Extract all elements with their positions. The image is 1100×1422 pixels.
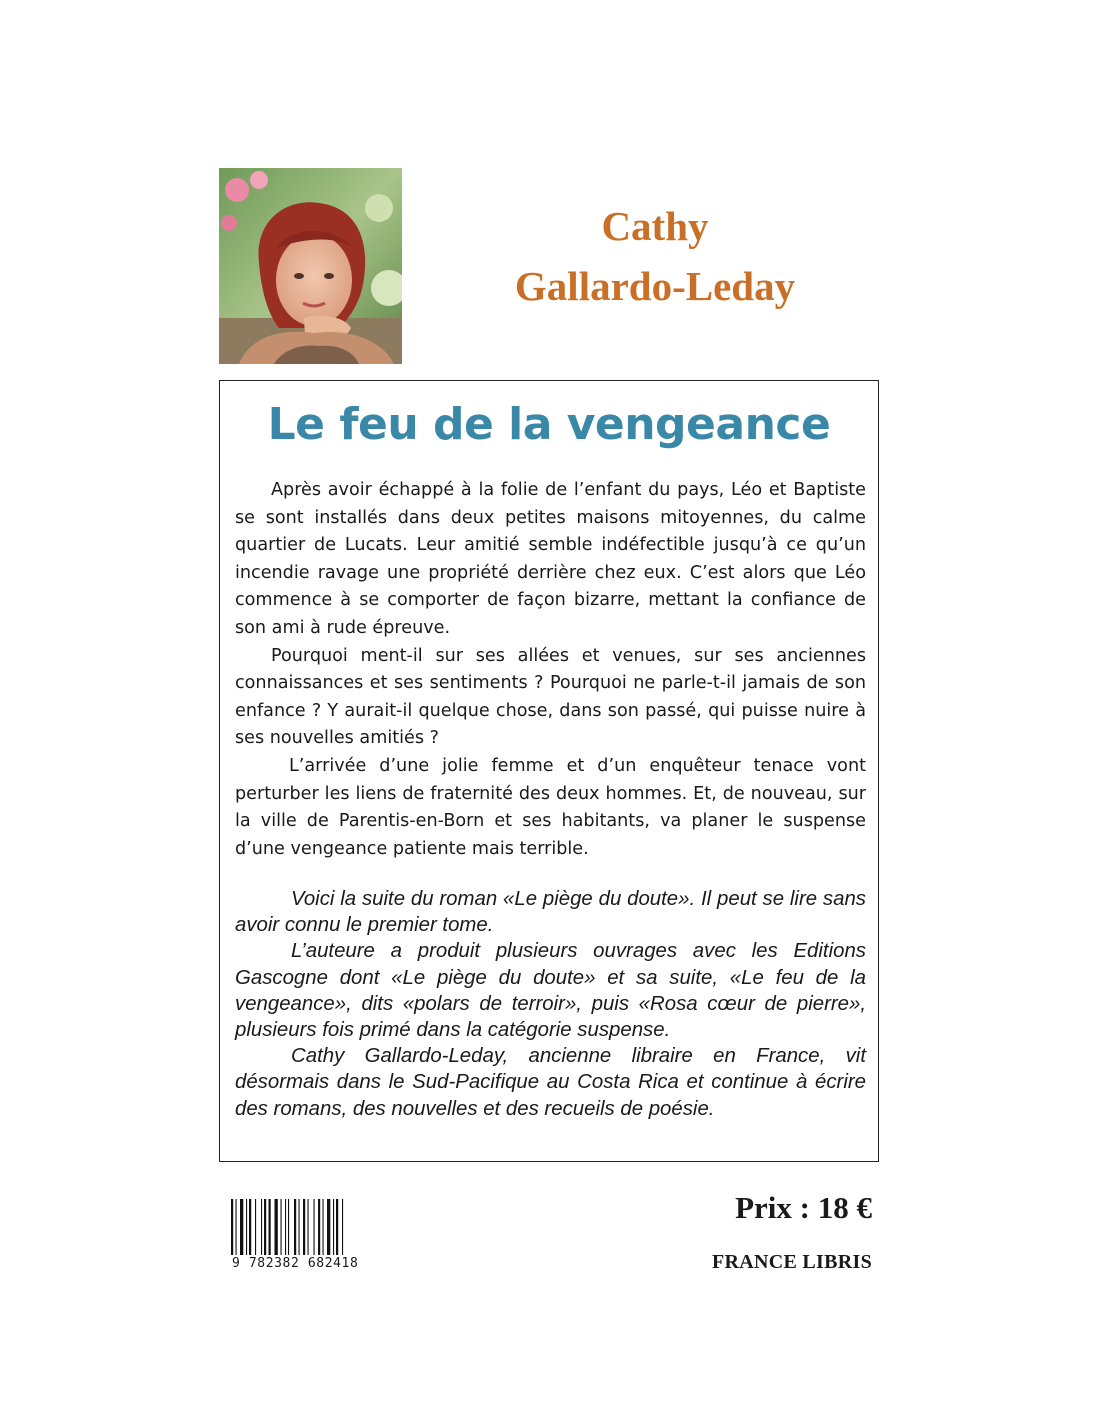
author-info	[235, 886, 866, 1122]
publisher: FRANCE LIBRIS	[711, 1251, 872, 1273]
synopsis-paragraph: L’arrivée d’une jolie femme et d’un enquêteur tenace vont perturber les liens de fraternité des deux hommes. Et, de nouveau, sur la ville de Parentis-en-Born et ses habitants, va planer le suspense d’une vengeance patiente mais terrible.	[235, 755, 866, 859]
author-name	[460, 196, 850, 316]
book-title: Le feu de la vengeance	[267, 399, 831, 450]
author-first-name: Cathy	[601, 203, 709, 249]
info-paragraph: Voici la suite du roman «Le piège du doute». Il peut se lire sans avoir connu le premier tome.	[235, 888, 866, 937]
info-paragraph: Cathy Gallardo-Leday, ancienne libraire en France, vit désormais dans le Sud-Pacifique au Costa Rica et continue à écrire des romans, des nouvelles et des recueils de poésie.	[235, 1045, 866, 1120]
isbn-number: 9 782382 682418	[232, 1256, 359, 1271]
blurb-box	[219, 380, 879, 1162]
synopsis-paragraph: Après avoir échappé à la folie de l’enfant du pays, Léo et Baptiste se sont installés dans deux petites maisons mitoyennes, du calme quartier de Lucats. Leur amitié semble indéfectible jusqu’à ce qu’un incendie ravage une propriété derrière chez eux. C’est alors que Léo commence à se comporter de façon bizarre, mettant la confiance de son ami à rude épreuve.	[235, 480, 866, 638]
author-photo	[219, 168, 402, 364]
info-paragraph: L’auteure a produit plusieurs ouvrages avec les Editions Gascogne dont «Le piège du doute» et sa suite, «Le feu de la vengeance», dits «polars de terroir», puis «Rosa cœur de pierre», plusieurs fois primé dans la catégorie suspense.	[235, 940, 866, 1042]
synopsis	[235, 477, 866, 863]
author-last-name: Gallardo-Leday	[514, 263, 796, 309]
price: Prix : 18 €	[735, 1190, 872, 1225]
barcode-bars	[229, 1199, 376, 1255]
synopsis-paragraph: Pourquoi ment-il sur ses allées et venues, sur ses anciennes connaissances et ses sentiments ? Pourquoi ne parle-t-il jamais de son enfance ? Y aurait-il quelque chose, dans son passé, qui puisse nuire à ses nouvelles amitiés ?	[235, 645, 866, 749]
